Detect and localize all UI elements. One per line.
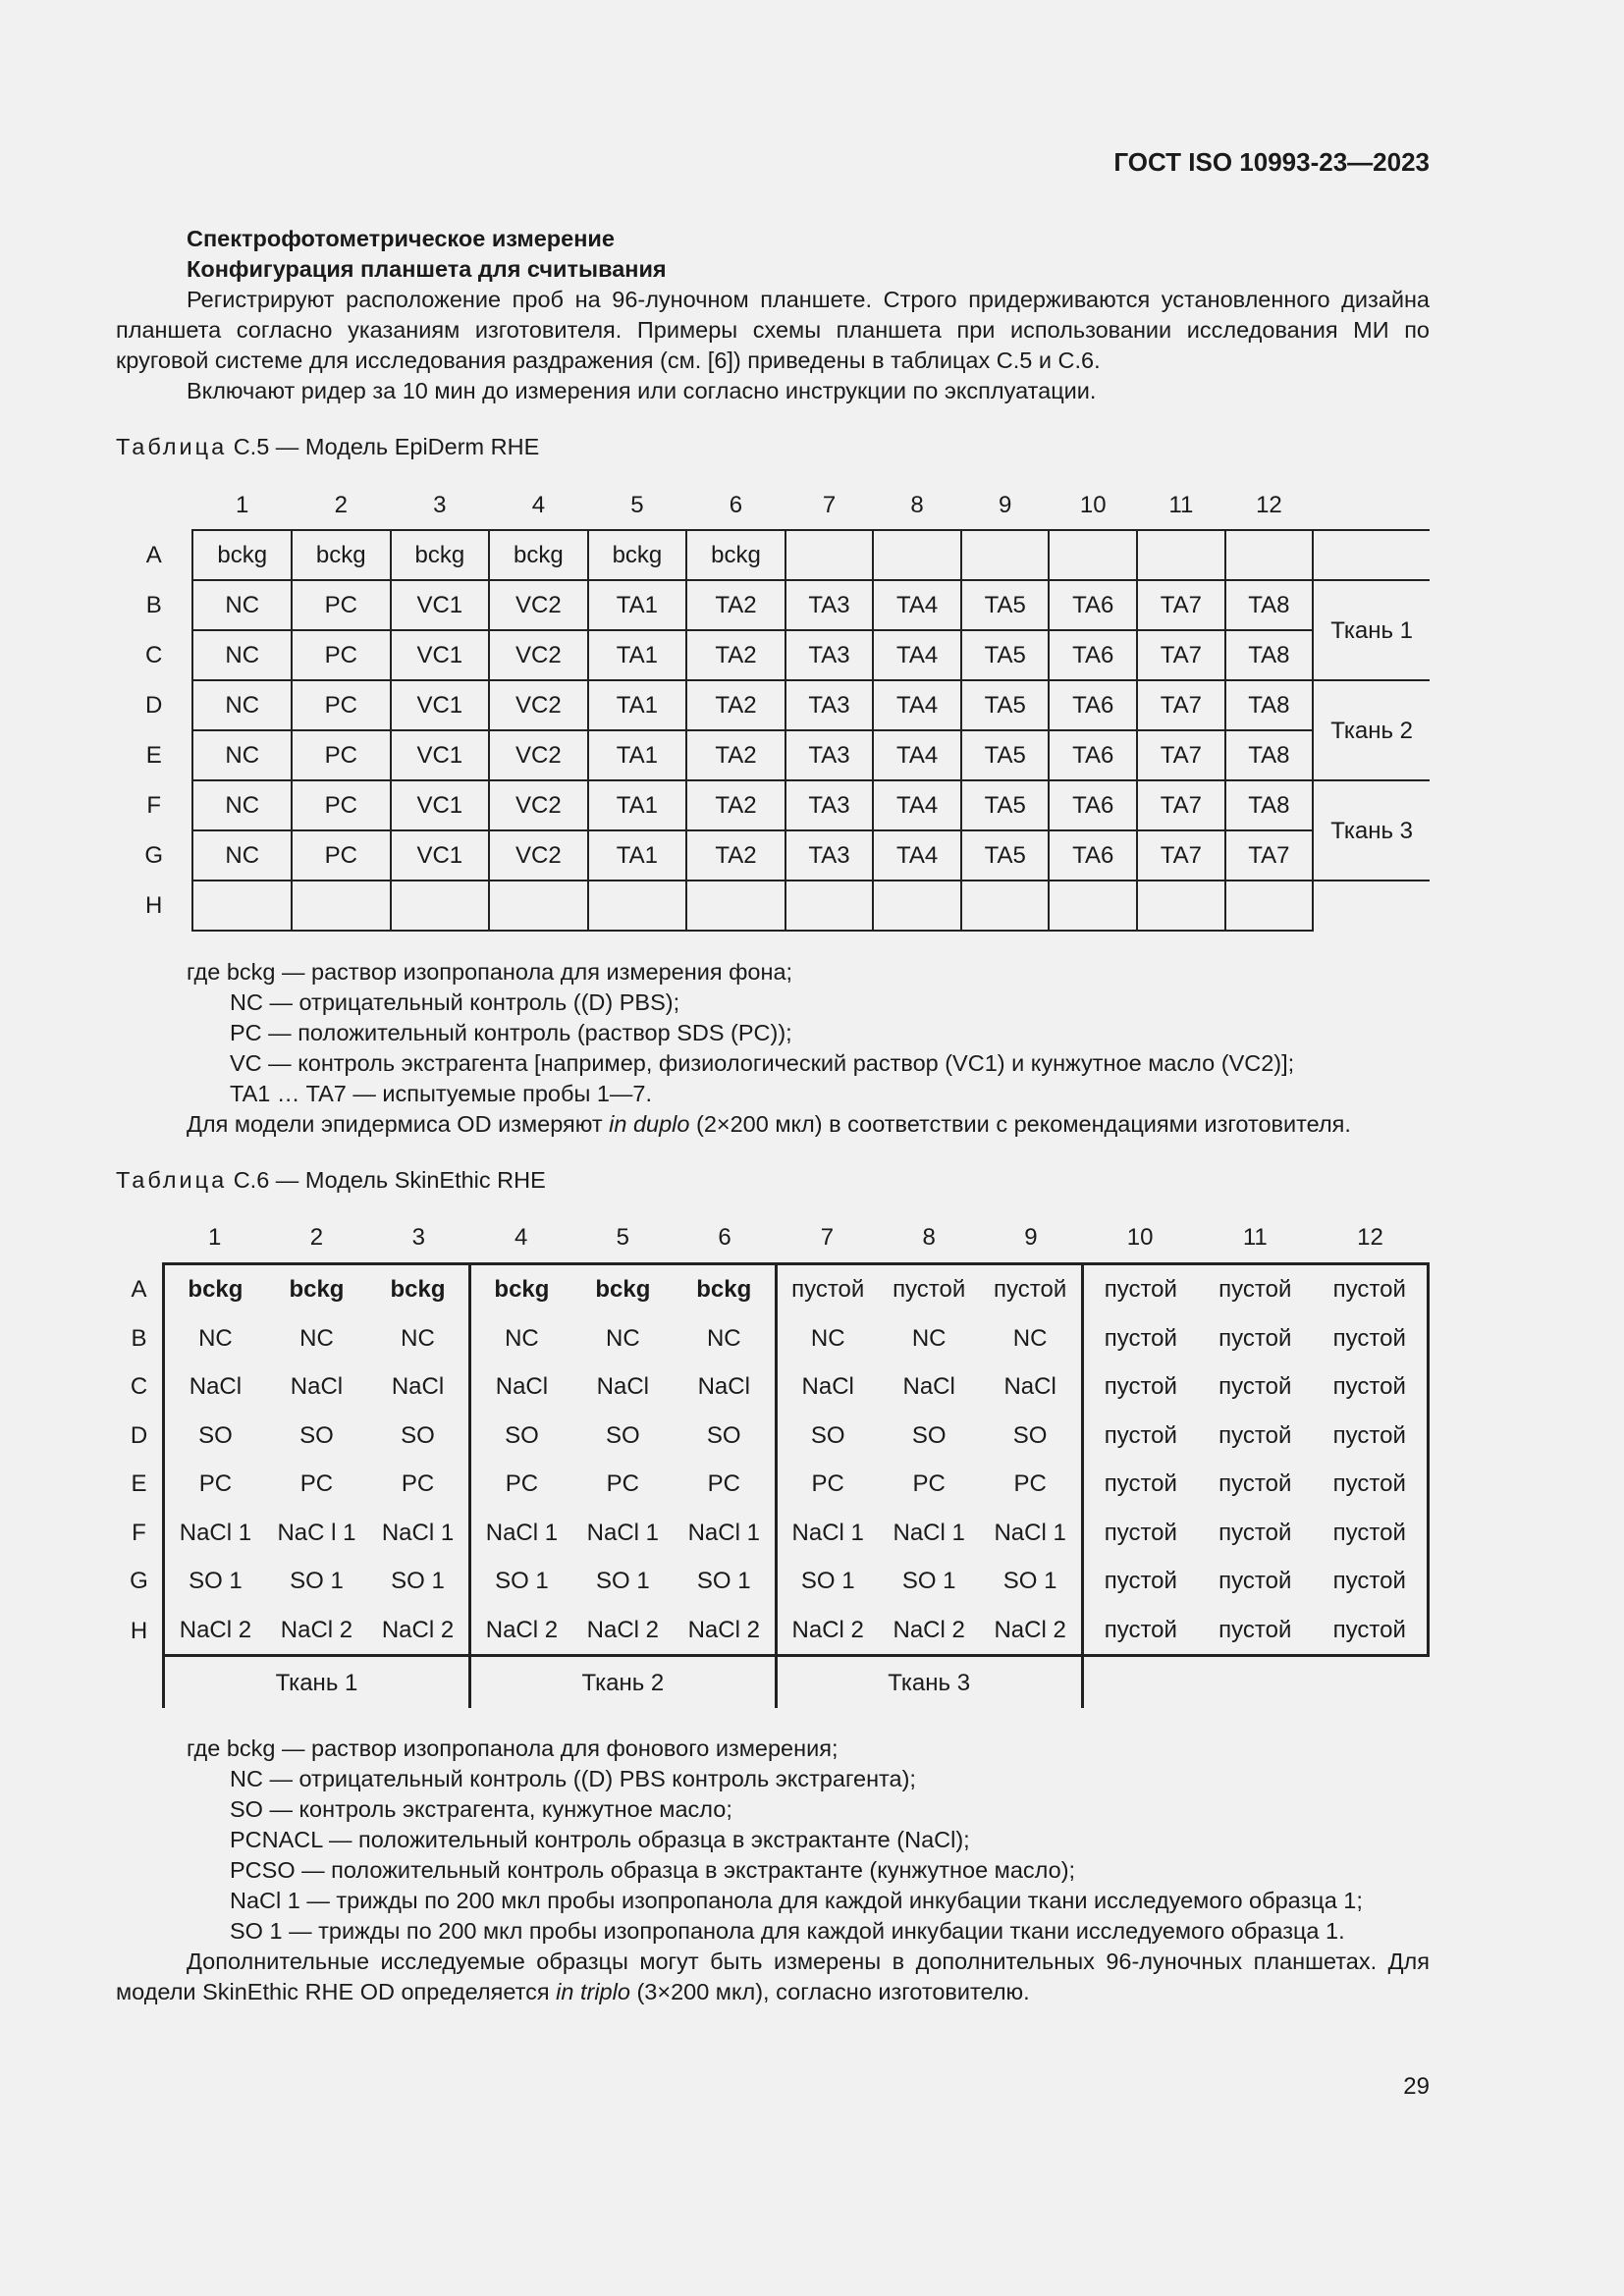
table-cell: TA7: [1137, 730, 1225, 780]
column-header: 5: [630, 491, 644, 518]
tissue-header: [1313, 480, 1430, 530]
table-cell: NaCl: [391, 1373, 445, 1401]
table-cell: [292, 881, 391, 931]
table-cell: пустой: [1082, 1557, 1198, 1606]
table-cell: NaCl 2: [674, 1606, 776, 1656]
table-c6-caption: Таблица С.6 — Модель SkinEthic RHE: [116, 1167, 546, 1193]
table-cell: TA5: [961, 730, 1050, 780]
tissue-footer-row: [116, 1656, 1429, 1709]
column-header: 7: [822, 491, 837, 518]
column-header: 8: [922, 1223, 936, 1251]
table-cell: PC: [292, 680, 391, 730]
table-cell: TA1: [588, 730, 687, 780]
table-cell: TA3: [785, 630, 874, 680]
table-cell: TA7: [1137, 580, 1225, 630]
table-cell: TA6: [1049, 780, 1137, 830]
table-c6: [116, 1211, 1430, 1708]
row-label: F: [146, 792, 162, 819]
table-cell: [1137, 530, 1225, 580]
note-line: NC — отрицательный контроль ((D) PBS);: [230, 989, 680, 1015]
note-line: PCSO — положительный контроль образца в экстрактанте (кунжутное масло);: [230, 1857, 1076, 1883]
table-cell: пустой: [1082, 1362, 1198, 1412]
tissue-label: Ткань 2: [469, 1656, 776, 1709]
table-cell: пустой: [1218, 1373, 1292, 1401]
note-line: NC — отрицательный контроль ((D) PBS контроль экстрагента);: [230, 1766, 916, 1791]
column-header: 6: [729, 491, 743, 518]
table-cell: [873, 530, 961, 580]
table-cell: TA7: [1137, 780, 1225, 830]
table-cell: bckg: [674, 1264, 776, 1314]
table-cell: NaCl 1: [381, 1519, 455, 1546]
table-cell: SO: [776, 1412, 878, 1461]
table-cell: NaCl: [469, 1362, 571, 1412]
table-header-row: [116, 1211, 1429, 1264]
table-cell: SO: [299, 1421, 334, 1449]
corner-cell: [116, 1656, 163, 1709]
table-cell: NaCl: [1003, 1373, 1056, 1401]
table-cell: NaCl 2: [163, 1606, 265, 1656]
table-cell: TA8: [1225, 680, 1314, 730]
table-cell: PC: [401, 1470, 435, 1498]
table-cell: [1049, 530, 1137, 580]
table-cell: NC: [163, 1314, 265, 1363]
table-cell: NC: [192, 830, 292, 881]
table-cell: PC: [292, 830, 391, 881]
table-cell: NC: [192, 730, 292, 780]
table-cell: TA2: [686, 830, 785, 881]
table-cell: TA4: [873, 730, 961, 780]
table-cell: TA2: [686, 780, 785, 830]
table-cell: bckg: [163, 1264, 265, 1314]
table-cell: пустой: [1082, 1264, 1198, 1314]
table-cell: TA2: [686, 630, 785, 680]
table-cell: TA4: [873, 680, 961, 730]
table-cell: VC1: [391, 630, 490, 680]
table-cell: NC: [192, 680, 292, 730]
page-number: 29: [1403, 2073, 1430, 2100]
table-row: [116, 730, 1430, 780]
table-cell: NC: [776, 1314, 878, 1363]
table-cell: TA8: [1225, 630, 1314, 680]
table-cell: [686, 881, 785, 931]
table-row: [116, 1264, 1429, 1314]
table-cell: пустой: [1218, 1470, 1292, 1498]
table-cell: TA3: [785, 580, 874, 630]
table-cell: NC: [192, 630, 292, 680]
row-label: D: [130, 1421, 148, 1449]
table-cell: NaCl 2: [469, 1606, 571, 1656]
table-cell: VC2: [489, 680, 588, 730]
table-cell: SO 1: [596, 1568, 650, 1595]
row-label: D: [145, 692, 163, 719]
table-cell: NC: [401, 1324, 435, 1352]
table-cell: NC: [911, 1324, 947, 1352]
table-cell: TA5: [961, 630, 1050, 680]
table-cell: [588, 881, 687, 931]
table-cell: пустой: [1082, 1460, 1198, 1509]
document-header: ГОСТ ISO 10993-23—2023: [1113, 147, 1430, 177]
column-header: 11: [1242, 1223, 1268, 1251]
table-cell: TA7: [1137, 830, 1225, 881]
table-cell: TA5: [961, 780, 1050, 830]
table-row: [116, 830, 1430, 881]
tissue-label: Ткань 3: [776, 1656, 1082, 1709]
table-cell: TA2: [686, 730, 785, 780]
table-cell: NC: [192, 780, 292, 830]
table-cell: NaCl 2: [572, 1606, 674, 1656]
table-cell: TA4: [873, 830, 961, 881]
table-cell: NaCl 2: [980, 1606, 1082, 1656]
table-row: [116, 1460, 1429, 1509]
table-cell: TA1: [588, 580, 687, 630]
row-label: C: [130, 1373, 148, 1401]
table-cell: [1225, 881, 1314, 931]
table-cell: TA8: [1225, 730, 1314, 780]
column-header: 2: [334, 491, 348, 518]
table-cell: NC: [606, 1324, 640, 1352]
table-cell: VC1: [391, 680, 490, 730]
table-cell: PC: [292, 730, 391, 780]
row-label: H: [145, 892, 163, 919]
table-cell: пустой: [1313, 1606, 1429, 1656]
table-header-row: [116, 480, 1430, 530]
table-cell: TA8: [1225, 780, 1314, 830]
table-cell: TA4: [873, 780, 961, 830]
table-cell: пустой: [1313, 1264, 1429, 1314]
table-cell: TA4: [873, 630, 961, 680]
note-line: VC — контроль экстрагента [например, физиологический раствор (VC1) и кунжутное масло (VC2)];: [230, 1050, 1295, 1076]
table-cell: VC2: [489, 730, 588, 780]
table-cell: [961, 881, 1050, 931]
table-cell: bckg: [469, 1264, 571, 1314]
table-cell: bckg: [367, 1264, 469, 1314]
note-line: PC — положительный контроль (раствор SDS (PC));: [230, 1020, 792, 1045]
note-line: где bckg — раствор изопропанола для фонового измерения;: [187, 1735, 839, 1761]
table-cell: VC2: [489, 830, 588, 881]
table-cell: SO 1: [776, 1557, 878, 1606]
table-cell: SO 1: [163, 1557, 265, 1606]
table-cell: пустой: [776, 1264, 878, 1314]
table-row: [116, 580, 1430, 630]
column-header: 12: [1256, 491, 1282, 518]
table-cell: PC: [292, 580, 391, 630]
note-line: SO 1 — трижды по 200 мкл пробы изопропанола для каждой инкубации ткани исследуемого образца 1.: [230, 1918, 1345, 1944]
table-row: [116, 1412, 1429, 1461]
row-label: E: [131, 1470, 147, 1498]
table-cell: NaCl: [596, 1373, 650, 1401]
table-row: [116, 1362, 1429, 1412]
table-cell: TA1: [588, 830, 687, 881]
table-cell: SO: [911, 1421, 947, 1449]
table-cell: NaCl 1: [586, 1519, 660, 1546]
tissue-cell: [1313, 530, 1430, 580]
table-row: [116, 530, 1430, 580]
table-cell: [873, 881, 961, 931]
table-c5-caption: Таблица С.5 — Модель EpiDerm RHE: [116, 434, 540, 459]
table-cell: [489, 881, 588, 931]
table-cell: SO: [706, 1421, 741, 1449]
table-cell: NC: [469, 1314, 571, 1363]
table-c6-notes: [116, 1734, 1430, 2007]
table-cell: пустой: [1198, 1264, 1312, 1314]
table-cell: TA5: [961, 830, 1050, 881]
table-cell: NC: [706, 1324, 741, 1352]
table-cell: PC: [163, 1460, 265, 1509]
table-cell: PC: [299, 1470, 334, 1498]
table-cell: NaCl: [697, 1373, 750, 1401]
tissue-label: Ткань 1: [1313, 580, 1430, 680]
table-row: [116, 1557, 1429, 1606]
table-c5-notes: [116, 957, 1430, 1140]
table-cell: пустой: [1313, 1362, 1429, 1412]
tissue-cell: [1082, 1656, 1428, 1709]
table-row: [116, 881, 1430, 931]
table-cell: NaCl 1: [776, 1509, 878, 1558]
table-cell: NC: [1012, 1324, 1048, 1352]
table-cell: NaCl 1: [469, 1509, 571, 1558]
table-cell: TA1: [588, 630, 687, 680]
table-cell: NC: [192, 580, 292, 630]
table-cell: TA7: [1225, 830, 1314, 881]
column-header: 1: [208, 1223, 222, 1251]
column-header: 3: [411, 1223, 425, 1251]
table-cell: [961, 530, 1050, 580]
table-cell: SO: [1012, 1421, 1048, 1449]
row-label: H: [130, 1617, 148, 1644]
document-body: [116, 224, 1430, 2007]
table-cell: SO: [469, 1412, 571, 1461]
table-cell: NaCl: [776, 1362, 878, 1412]
table-cell: NaCl 2: [879, 1606, 980, 1656]
column-header: 8: [910, 491, 924, 518]
table-cell: PC: [1013, 1470, 1047, 1498]
table-cell: bckg: [266, 1264, 367, 1314]
table-cell: пустой: [1218, 1568, 1292, 1595]
section-heading: Спектрофотометрическое измерение: [187, 226, 615, 251]
note-paragraph: Дополнительные исследуемые образцы могут быть измерены в дополнительных 96-луночных планшетах. Для модели SkinEthic RHE OD определяется in triplo (3×200 мкл), согласно изготовителю.: [116, 1949, 1430, 2004]
table-cell: bckg: [572, 1264, 674, 1314]
table-c5: [116, 480, 1430, 932]
table-cell: SO: [606, 1421, 640, 1449]
table-cell: bckg: [391, 530, 490, 580]
table-cell: TA6: [1049, 830, 1137, 881]
table-row: [116, 1606, 1429, 1656]
table-cell: PC: [707, 1470, 740, 1498]
table-cell: PC: [776, 1460, 878, 1509]
row-label: E: [145, 742, 162, 769]
table-cell: TA6: [1049, 630, 1137, 680]
row-label: B: [145, 592, 162, 618]
corner-cell: [116, 480, 192, 530]
row-label: A: [131, 1275, 147, 1303]
table-cell: NaC l 1: [277, 1519, 356, 1546]
tissue-label: Ткань 3: [1313, 780, 1430, 881]
table-cell: bckg: [489, 530, 588, 580]
table-cell: VC1: [391, 830, 490, 881]
table-cell: SO 1: [469, 1557, 571, 1606]
table-row: [116, 630, 1430, 680]
table-cell: TA5: [961, 580, 1050, 630]
table-cell: [1049, 881, 1137, 931]
table-cell: bckg: [686, 530, 785, 580]
table-cell: NaCl: [902, 1373, 955, 1401]
note-line: где bckg — раствор изопропанола для измерения фона;: [187, 959, 793, 985]
table-cell: VC1: [391, 580, 490, 630]
table-cell: VC2: [489, 580, 588, 630]
table-cell: SO 1: [391, 1568, 445, 1595]
column-header: 9: [999, 491, 1012, 518]
column-header: 3: [433, 491, 447, 518]
table-cell: NaCl 2: [776, 1606, 878, 1656]
tissue-cell: [1313, 881, 1430, 931]
table-cell: NaCl 2: [367, 1606, 469, 1656]
table-cell: TA1: [588, 780, 687, 830]
note-line: PCNACL — положительный контроль образца в экстрактанте (NaCl);: [230, 1827, 970, 1852]
table-cell: SO 1: [696, 1568, 751, 1595]
column-header: 1: [236, 491, 249, 518]
column-header: 10: [1126, 1223, 1154, 1251]
table-cell: TA3: [785, 680, 874, 730]
table-row: [116, 1314, 1429, 1363]
table-cell: bckg: [292, 530, 391, 580]
table-cell: SO 1: [290, 1568, 344, 1595]
table-cell: TA7: [1137, 680, 1225, 730]
row-label: F: [132, 1519, 146, 1546]
table-cell: PC: [469, 1460, 571, 1509]
table-cell: VC1: [391, 780, 490, 830]
column-header: 12: [1357, 1223, 1383, 1251]
note-line: TA1 … TA7 — испытуемые пробы 1—7.: [230, 1081, 653, 1106]
table-cell: PC: [292, 630, 391, 680]
table-cell: TA2: [686, 580, 785, 630]
table-cell: пустой: [1218, 1324, 1292, 1352]
row-label: G: [144, 842, 164, 869]
table-cell: [785, 881, 874, 931]
note-line: NaCl 1 — трижды по 200 мкл пробы изопропанола для каждой инкубации ткани исследуемого образца 1;: [230, 1888, 1363, 1913]
table-cell: пустой: [1313, 1460, 1429, 1509]
corner-cell: [116, 1211, 163, 1264]
column-header: 11: [1168, 491, 1194, 518]
table-cell: TA5: [961, 680, 1050, 730]
table-cell: SO 1: [1002, 1568, 1057, 1595]
tissue-label: Ткань 2: [1313, 680, 1430, 780]
table-row: [116, 680, 1430, 730]
paragraph-2: Включают ридер за 10 мин до измерения или согласно инструкции по эксплуатации.: [187, 378, 1097, 403]
table-cell: пустой: [1198, 1606, 1312, 1656]
table-cell: пустой: [1313, 1557, 1429, 1606]
table-cell: TA2: [686, 680, 785, 730]
table-cell: NaCl 1: [163, 1509, 265, 1558]
table-cell: NaCl: [163, 1362, 265, 1412]
column-header: 7: [820, 1223, 835, 1251]
table-cell: [1137, 881, 1225, 931]
column-header: 2: [309, 1223, 324, 1251]
table-cell: bckg: [588, 530, 687, 580]
table-cell: TA6: [1049, 680, 1137, 730]
table-cell: TA6: [1049, 580, 1137, 630]
table-cell: пустой: [1313, 1314, 1429, 1363]
table-cell: [192, 881, 292, 931]
column-header: 5: [616, 1223, 630, 1251]
table-cell: TA6: [1049, 730, 1137, 780]
table-cell: TA7: [1137, 630, 1225, 680]
subsection-heading: Конфигурация планшета для считывания: [187, 256, 667, 282]
column-header: 4: [514, 1223, 528, 1251]
column-header: 9: [1024, 1223, 1038, 1251]
table-cell: NaCl: [290, 1373, 344, 1401]
table-cell: NaCl 1: [893, 1519, 965, 1546]
table-cell: TA8: [1225, 580, 1314, 630]
table-cell: пустой: [1082, 1606, 1198, 1656]
column-header: 10: [1079, 491, 1107, 518]
column-header: 4: [531, 491, 546, 518]
table-cell: [391, 881, 490, 931]
table-cell: PC: [292, 780, 391, 830]
table-cell: NaCl 1: [994, 1519, 1066, 1546]
table-cell: пустой: [980, 1264, 1082, 1314]
table-cell: VC2: [489, 630, 588, 680]
table-cell: TA1: [588, 680, 687, 730]
note-line: SO — контроль экстрагента, кунжутное масло;: [230, 1796, 732, 1822]
table-cell: пустой: [879, 1264, 980, 1314]
table-cell: [1225, 530, 1314, 580]
table-cell: пустой: [1082, 1412, 1198, 1461]
table-cell: VC2: [489, 780, 588, 830]
table-cell: SO 1: [901, 1568, 956, 1595]
table-cell: TA3: [785, 830, 874, 881]
paragraph-1: Регистрируют расположение проб на 96-луночном планшете. Строго придерживаются установленного дизайна планшета согласно указаниям изготовителя. Примеры схемы планшета при использовании исследования МИ по круговой системе для исследования раздражения (см. [6]) приведены в таблицах С.5 и С.6.: [116, 287, 1430, 373]
table-cell: SO: [163, 1412, 265, 1461]
table-cell: пустой: [1313, 1412, 1429, 1461]
table-cell: пустой: [1082, 1314, 1198, 1363]
table-cell: PC: [606, 1470, 640, 1498]
table-cell: NaCl 1: [687, 1519, 760, 1546]
column-header: 6: [718, 1223, 731, 1251]
table-cell: [785, 530, 874, 580]
table-cell: NC: [299, 1324, 334, 1352]
table-cell: пустой: [1218, 1421, 1292, 1449]
table-cell: TA4: [873, 580, 961, 630]
table-cell: VC1: [391, 730, 490, 780]
tissue-label: Ткань 1: [163, 1656, 469, 1709]
row-label: G: [130, 1568, 148, 1595]
table-row: [116, 1509, 1429, 1558]
table-cell: TA3: [785, 730, 874, 780]
table-cell: NaCl 2: [266, 1606, 367, 1656]
row-label: A: [145, 542, 162, 568]
row-label: C: [145, 642, 163, 668]
note-line: Для модели эпидермиса OD измеряют in duplo (2×200 мкл) в соответствии с рекомендациями изготовителя.: [187, 1111, 1351, 1137]
table-cell: пустой: [1218, 1519, 1292, 1546]
table-cell: пустой: [1082, 1509, 1198, 1558]
table-cell: bckg: [192, 530, 292, 580]
table-cell: TA3: [785, 780, 874, 830]
table-cell: SO: [401, 1421, 435, 1449]
table-cell: PC: [912, 1470, 946, 1498]
row-label: B: [131, 1324, 147, 1352]
table-row: [116, 780, 1430, 830]
table-cell: пустой: [1313, 1509, 1429, 1558]
